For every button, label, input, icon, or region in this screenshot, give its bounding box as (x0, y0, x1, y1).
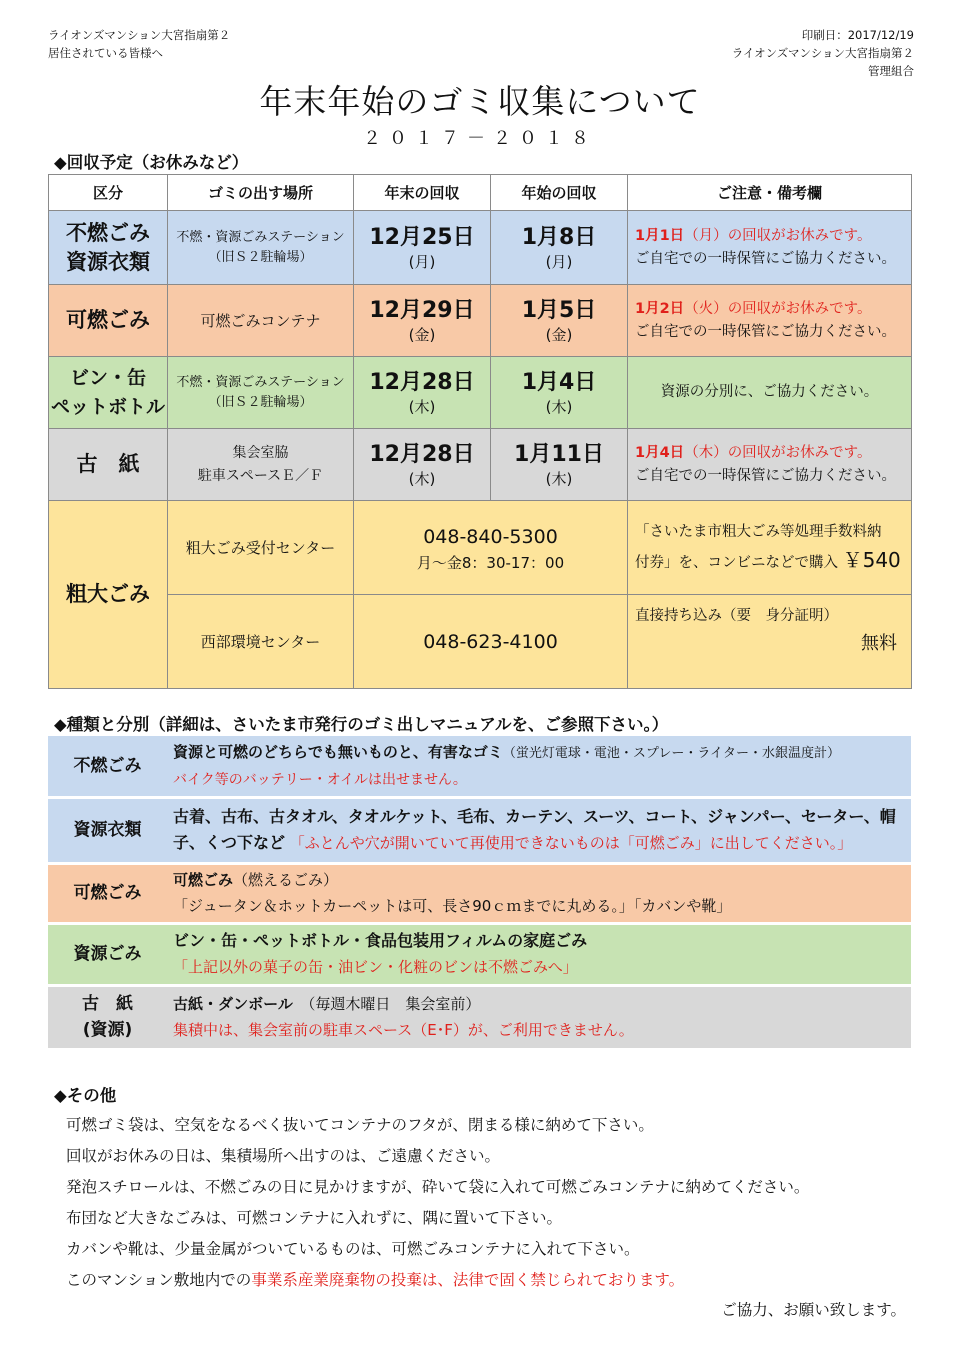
section-heading-other: ◆その他 (54, 1086, 117, 1105)
note-cell: 1月2日（火）の回収がお休みです。 ご自宅での一時保管にご協力ください。 (628, 285, 912, 357)
table-row (49, 595, 912, 689)
bulky-note-cell: 「さいたま市粗大ごみ等処理手数料納 付券」を、コンビニなどで購入 ￥540 (628, 501, 912, 595)
closing-text: ご協力、お願い致します。 (721, 1301, 906, 1319)
header-right (732, 26, 914, 80)
west-note-cell: 直接持ち込み（要 身分証明） 無料 (628, 595, 912, 689)
west-contact-cell (354, 595, 628, 689)
bulky-center-name: 粗大ごみ受付センター (168, 501, 354, 595)
category-cell-bulky: 粗大ごみ (49, 501, 168, 689)
other-notes (66, 1110, 809, 1296)
table-row (49, 211, 912, 285)
other-note-line: 可燃ゴミ袋は、空気をなるべく抜いてコンテナのフタが、閉まる様に納めて下さい。 (66, 1116, 654, 1134)
table-row (48, 797, 911, 863)
bulky-contact-cell (354, 501, 628, 595)
table-row (48, 736, 911, 797)
note-cell: 資源の分別に、ご協力ください。 (628, 357, 912, 429)
header-new-year: 年始の回収 (491, 175, 628, 211)
year-end-date-cell: 12月29日 (金) (354, 285, 491, 357)
location-cell: 可燃ごみコンテナ (168, 285, 354, 357)
type-description: 古紙・ダンボール （毎週木曜日 集会室前） 集積中は、集会室前の駐車スペース（E･F）が、ご利用できません。 (167, 985, 911, 1049)
type-description: ビン・缶・ペットボトル・食品包装用フィルムの家庭ごみ 「上記以外の菓子の缶・油ビン・化粧のビンは不燃ごみへ」 (167, 923, 911, 985)
other-note-warning: このマンション敷地内での事業系産業廃棄物の投棄は、法律で固く禁じられております。 (66, 1271, 685, 1289)
table-row (49, 285, 912, 357)
type-description: 古着、古布、古タオル、タオルケット、毛布、カーテン、スーツ、コート、ジャンパー、セーター、帽 子、くつ下など 「ふとんや穴が開いていて再使用できないものは「可燃ごみ」に出してください。」 (167, 797, 911, 863)
table-row (49, 429, 912, 501)
free-label: 無料 (861, 633, 897, 654)
new-year-date-cell: 1月11日 (木) (491, 429, 628, 501)
category-cell: 可燃ごみ (49, 285, 168, 357)
type-description: 可燃ごみ（燃えるごみ） 「ジュータン＆ホットカーペットは可、長さ90ｃｍまでに丸める。」「カバンや靴」 (167, 863, 911, 923)
table-row (48, 985, 911, 1049)
other-note-line: 回収がお休みの日は、集積場所へ出すのは、ご遠慮ください。 (66, 1147, 501, 1165)
addressee: 居住されている皆様へ (48, 46, 163, 60)
header-year-end: 年末の回収 (354, 175, 491, 211)
location-cell: 不燃・資源ごみステーション （旧Ｓ２駐輪場） (168, 211, 354, 285)
table-row (49, 357, 912, 429)
header-category: 区分 (49, 175, 168, 211)
bulky-price: ￥540 (842, 548, 901, 572)
section-heading-types: ◆種類と分別（詳細は、さいたま市発行のゴミ出しマニュアルを、ご参照下さい。） (54, 715, 669, 734)
new-year-date-cell: 1月4日 (木) (491, 357, 628, 429)
other-note-line: カバンや靴は、少量金属がついているものは、可燃ごみコンテナに入れて下さい。 (66, 1240, 640, 1258)
sender-association: 管理組合 (868, 64, 914, 78)
header-left (48, 26, 230, 62)
year-end-date-cell: 12月28日 (木) (354, 357, 491, 429)
note-cell: 1月1日（月）の回収がお休みです。 ご自宅での一時保管にご協力ください。 (628, 211, 912, 285)
year-end-date-cell: 12月28日 (木) (354, 429, 491, 501)
bulky-hours: 月～金8：30-17：00 (416, 553, 565, 572)
category-cell: ビン・缶 ペットボトル (49, 357, 168, 429)
type-category: 可燃ごみ (48, 863, 167, 923)
sender-building: ライオンズマンション大宮指扇第２ (731, 46, 914, 60)
building-name: ライオンズマンション大宮指扇第２ (48, 28, 231, 42)
table-header-row (49, 175, 912, 211)
type-category: 資源ごみ (48, 923, 167, 985)
bulky-phone: 048-840-5300 (423, 525, 558, 548)
other-note-line: 布団など大きなごみは、可燃コンテナに入れずに、隅に置いて下さい。 (66, 1209, 563, 1227)
category-cell: 不燃ごみ 資源衣類 (49, 211, 168, 285)
print-date: 印刷日：2017/12/19 (801, 28, 914, 42)
page-title: 年末年始のゴミ収集について (259, 82, 701, 121)
new-year-date-cell: 1月8日 (月) (491, 211, 628, 285)
page-subtitle: ２０１７－２０１８ (363, 128, 597, 149)
type-category: 古 紙 (資源) (48, 985, 167, 1049)
sorting-table (48, 736, 911, 1051)
header-location: ゴミの出す場所 (168, 175, 354, 211)
location-cell: 不燃・資源ごみステーション （旧Ｓ２駐輪場） (168, 357, 354, 429)
table-row (49, 501, 912, 595)
table-row (48, 863, 911, 923)
table-row (48, 923, 911, 985)
new-year-date-cell: 1月5日 (金) (491, 285, 628, 357)
other-note-line: 発泡スチロールは、不燃ごみの日に見かけますが、砕いて袋に入れて可燃ごみコンテナに納めてください。 (66, 1178, 810, 1196)
year-end-date-cell: 12月25日 (月) (354, 211, 491, 285)
west-center-name: 西部環境センター (168, 595, 354, 689)
collection-schedule-table (48, 174, 912, 689)
section-heading-schedule: ◆回収予定（お休みなど） (54, 153, 249, 172)
location-cell: 集会室脇 駐車スペースＥ／Ｆ (168, 429, 354, 501)
type-category: 資源衣類 (48, 797, 167, 863)
type-category: 不燃ごみ (48, 736, 167, 797)
west-phone: 048-623-4100 (423, 630, 558, 653)
type-description: 資源と可燃のどちらでも無いものと、有害なゴミ（蛍光灯電球・電池・スプレー・ライター・水銀温度計） バイク等のバッテリー・オイルは出せません。 (167, 736, 911, 797)
note-cell: 1月4日（木）の回収がお休みです。 ご自宅での一時保管にご協力ください。 (628, 429, 912, 501)
category-cell: 古 紙 (49, 429, 168, 501)
header-notes: ご注意・備考欄 (628, 175, 912, 211)
